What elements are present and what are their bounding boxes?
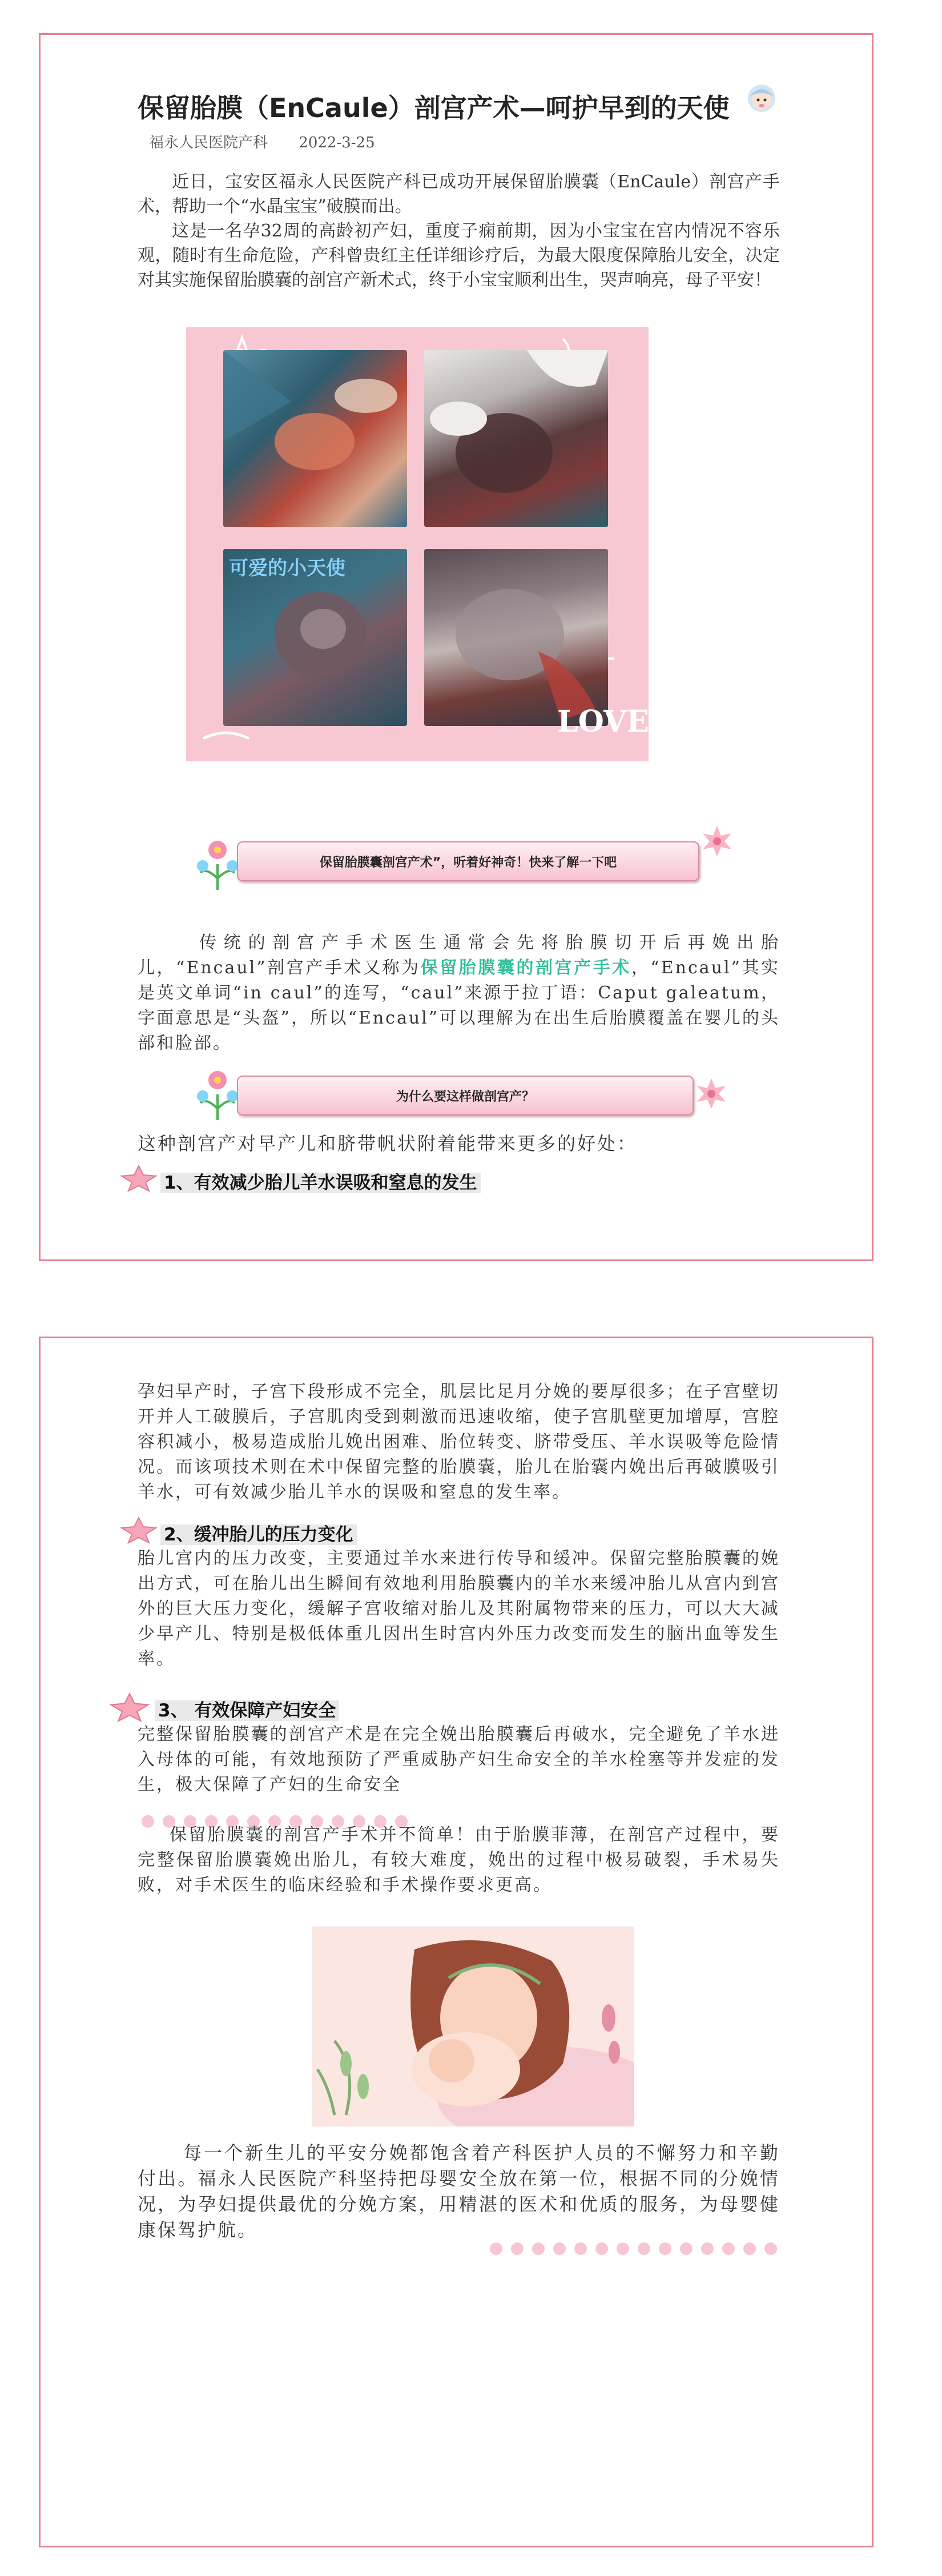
benefit-paragraph-3: 完整保留胎膜囊的剖宫产术是在完全娩出胎膜囊后再破水，完全避免了羊水进入母体的可能，有效地预防了严重威胁产妇生命安全的羊水栓塞等并发症的发生，极大保障了产妇的生命安全: [138, 1724, 780, 1795]
star-bullet-icon-1: [120, 1165, 157, 1192]
page-one: [39, 33, 873, 1261]
intro-paragraph-2: 这是一名孕32周的高龄初产妇，重度子痫前期，因为小宝宝在宫内情况不容乐观，随时有生命危险，产科曾贵红主任详细诊疗后，为最大限度保障胎儿安全，决定对其实施保留胎膜囊的剖宫产新术式，终于小宝宝顺利出生，哭声响亮，母子平安！: [138, 221, 780, 290]
section1-text-b: ，“Encaul”其实是英文单词“in caul”的连写，“caul”来源于拉丁语：Caput galeatum，字面意思是“头盔”，所以“Encaul”可以理解为在出生后胎膜覆盖在婴儿的头部和脸部。: [138, 958, 780, 1053]
difficulty-paragraph: 保留胎膜囊的剖宫产手术并不简单！由于胎膜菲薄，在剖宫产过程中，要完整保留胎膜囊娩出胎儿，有较大难度，娩出的过程中极易破裂，手术易失败，对手术医生的临床经验和手术操作要求更高。: [138, 1825, 780, 1895]
surgery-photo-collage: [186, 327, 649, 761]
mother-baby-illustration: [312, 1927, 634, 2126]
star-bullet-icon-3: [109, 1692, 150, 1722]
surgery-photo-3: [223, 549, 407, 726]
benefit-heading-3: 3、 有效保障产妇安全: [155, 1696, 339, 1722]
surgery-photo-4: [424, 549, 608, 726]
surgery-photo-2: [424, 350, 608, 527]
section-banner-why: 为什么要这样做剖宫产？: [237, 1076, 694, 1116]
flower-bouquet-icon-2: [195, 1063, 240, 1126]
sparkle-flower-icon: [697, 823, 737, 857]
star-bullet-icon-2: [120, 1516, 157, 1544]
section1-text-a: 传统的剖宫产手术医生通常会先将胎膜切开后再娩出胎儿，“Encaul”剖宫产手术又称为: [138, 933, 780, 978]
date-label: 2022-3-25: [299, 134, 375, 151]
benefit-paragraph-1: 孕妇早产时，子宫下段形成不完全，肌层比足月分娩的要厚很多；在子宫壁切开并人工破膜后，子宫肌肉受到刺激而迅速收缩，使子宫肌壁更加增厚，宫腔容积减小，极易造成胎儿娩出困难、胎位转变、脐带受压、羊水误吸等危险情况。而该项技术则在术中保留完整的胎膜囊，胎儿在胎囊内娩出后再破膜吸引羊水，可有效减少胎儿羊水的误吸和窒息的发生率。: [138, 1382, 780, 1502]
sparkle-flower-icon-2: [691, 1076, 731, 1110]
surgery-photo-1: [223, 350, 407, 527]
baby-emoji-icon: [744, 79, 779, 115]
benefit-heading-2: 2、缓冲胎儿的压力变化: [160, 1520, 357, 1546]
byline: [149, 131, 401, 152]
collage-love-text: LOVE: [557, 704, 649, 739]
page-two: [39, 1337, 873, 2547]
intro-paragraph-1: 近日，宝安区福永人民医院产科已成功开展保留胎膜囊（EnCaule）剖宫产手术，帮助一个“水晶宝宝”破膜而出。: [138, 172, 780, 216]
benefit-paragraph-2: 胎儿宫内的压力改变，主要通过羊水来进行传导和缓冲。保留完整胎膜囊的娩出方式，可在胎儿出生瞬间有效地利用胎膜囊内的羊水来缓冲胎儿从宫内到宫外的巨大压力变化，缓解子宫收缩对胎儿及其附属物带来的压力，可以大大减少早产儿、特别是极低体重儿因出生时宫内外压力改变而发生的脑出血等发生率。: [138, 1548, 780, 1669]
benefit-heading-1: 1、有效减少胎儿羊水误吸和窒息的发生: [160, 1168, 481, 1194]
closing-paragraph: 每一个新生儿的平安分娩都饱含着产科医护人员的不懈努力和辛勤付出。福永人民医院产科坚持把母婴安全放在第一位，根据不同的分娩情况，为孕妇提供最优的分娩方案，用精湛的医术和优质的服务，为母婴健康保驾护航。: [138, 2142, 780, 2241]
source-label: 福永人民医院产科: [149, 134, 268, 151]
section-banner-what-is: 保留胎膜囊剖宫产术”，听着好神奇！快来了解一下吧: [237, 841, 699, 881]
section1-paragraph: [138, 930, 780, 1056]
pink-flower-border-bottom: [486, 2237, 783, 2260]
section1-highlight: 保留胎膜囊的剖宫产手术: [420, 958, 631, 978]
article-title: 保留胎膜（EnCaule）剖宫产术—呵护早到的天使: [138, 93, 730, 123]
flower-bouquet-icon: [195, 833, 240, 896]
collage-caption: 可爱的小天使: [229, 557, 345, 580]
section2-intro: 这种剖宫产对早产儿和脐带帆状附着能带来更多的好处：: [138, 1133, 638, 1154]
